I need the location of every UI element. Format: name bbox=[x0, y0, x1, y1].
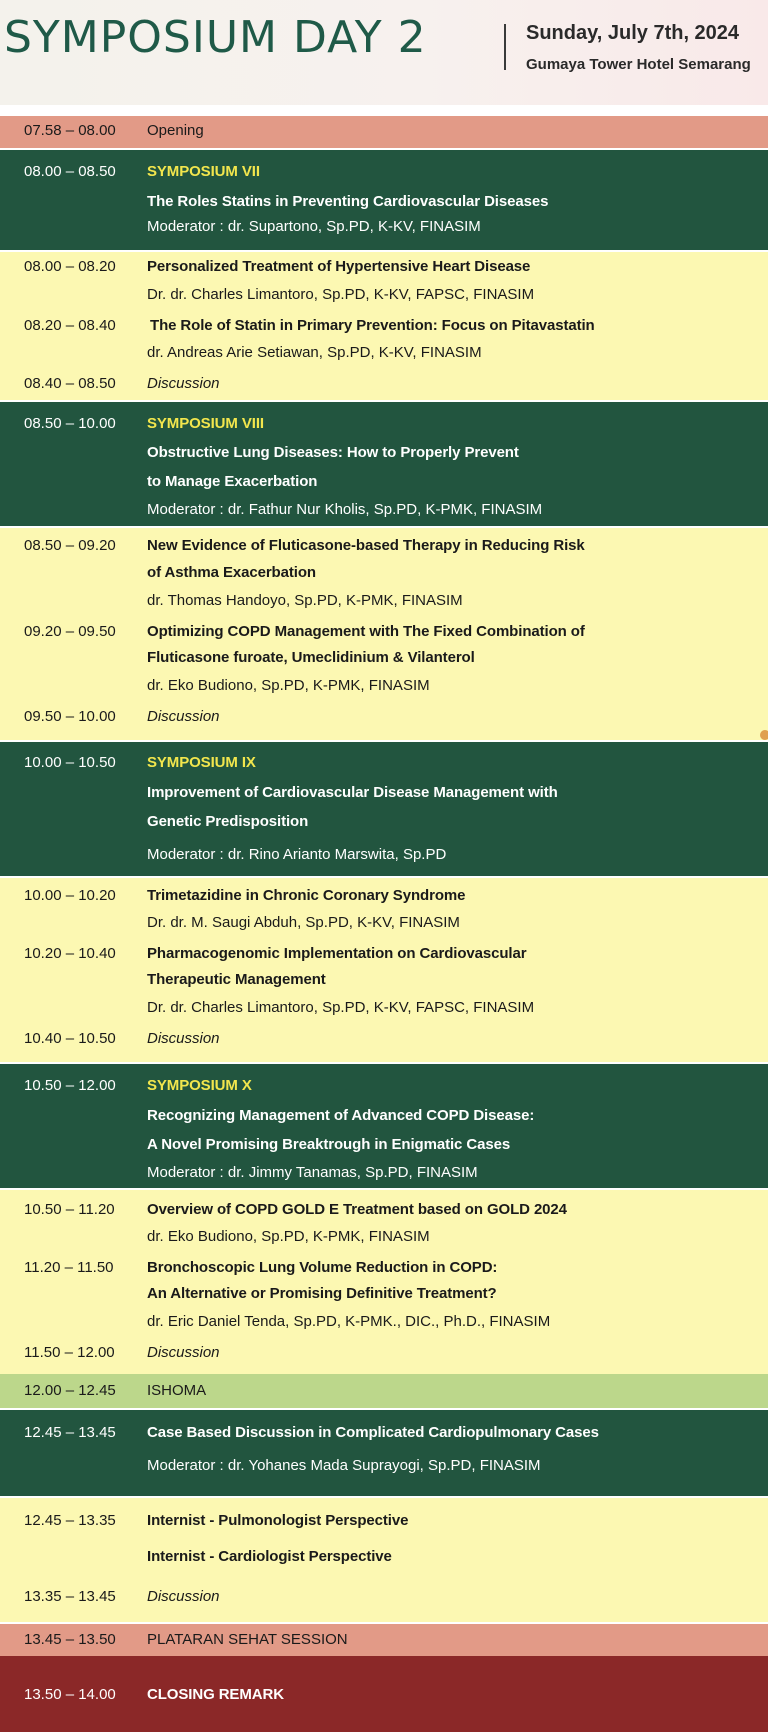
talk-row: 08.20 – 08.40 The Role of Statin in Primary Prevention: Focus on Pitavastatin bbox=[0, 314, 768, 338]
symposium-10-title-1: Recognizing Management of Advanced COPD Disease: bbox=[147, 1107, 535, 1124]
talk-speaker: Dr. dr. Charles Limantoro, Sp.PD, K-KV, FAPSC, FINASIM bbox=[147, 286, 535, 303]
header bbox=[0, 0, 768, 105]
talk-row: 09.20 – 09.50 Optimizing COPD Management with The Fixed Combination of bbox=[0, 620, 768, 644]
talk-title-cont: An Alternative or Promising Definitive Treatment? bbox=[147, 1285, 497, 1302]
case-discussion-moderator: Moderator : dr. Yohanes Mada Suprayogi, Sp.PD, FINASIM bbox=[147, 1457, 541, 1474]
symposium-name: SYMPOSIUM X bbox=[147, 1077, 252, 1094]
symposium-7-header bbox=[0, 160, 768, 184]
talk-title: Trimetazidine in Chronic Coronary Syndrome bbox=[147, 887, 466, 904]
talk-row bbox=[0, 1545, 768, 1569]
symposium-10-moderator: Moderator : dr. Jimmy Tanamas, Sp.PD, FINASIM bbox=[147, 1164, 478, 1181]
session-label: Opening bbox=[147, 122, 204, 139]
symposium-7-moderator: Moderator : dr. Supartono, Sp.PD, K-KV, FINASIM bbox=[147, 218, 481, 235]
talk-title-cont: Fluticasone furoate, Umeclidinium & Vilanterol bbox=[147, 649, 475, 666]
header-divider bbox=[504, 24, 506, 70]
decorative-dot bbox=[760, 730, 768, 740]
symposium-8-header: 08.50 – 10.00 SYMPOSIUM VIII bbox=[0, 412, 768, 436]
event-date: Sunday, July 7th, 2024 bbox=[526, 22, 740, 44]
talk-title: Optimizing COPD Management with The Fixed Combination of bbox=[147, 623, 585, 640]
symposium-8-title-1: Obstructive Lung Diseases: How to Properly Prevent bbox=[147, 444, 519, 461]
symposium-8-title-2: to Manage Exacerbation bbox=[147, 473, 318, 490]
session-time: 08.00 – 08.50 bbox=[24, 163, 116, 180]
talk-speaker: Dr. dr. Charles Limantoro, Sp.PD, K-KV, FAPSC, FINASIM bbox=[147, 999, 535, 1016]
talk-title-cont: Therapeutic Management bbox=[147, 971, 326, 988]
page-title: SYMPOSIUM DAY 2 bbox=[4, 12, 427, 63]
symposium-7-title: The Roles Statins in Preventing Cardiovascular Diseases bbox=[147, 193, 549, 210]
talk-title: Internist - Pulmonologist Perspective bbox=[147, 1512, 409, 1529]
talk-row: 08.00 – 08.20 Personalized Treatment of Hypertensive Heart Disease bbox=[0, 255, 768, 279]
talk-title: Overview of COPD GOLD E Treatment based on GOLD 2024 bbox=[147, 1201, 567, 1218]
symposium-8-moderator: Moderator : dr. Fathur Nur Kholis, Sp.PD, K-PMK, FINASIM bbox=[147, 501, 543, 518]
case-discussion-header: 12.45 – 13.45 Case Based Discussion in Complicated Cardiopulmonary Cases bbox=[0, 1421, 768, 1445]
talk-speaker: Dr. dr. M. Saugi Abduh, Sp.PD, K-KV, FINASIM bbox=[147, 914, 460, 931]
opening-row bbox=[0, 119, 768, 143]
symposium-9-header: 10.00 – 10.50 SYMPOSIUM IX bbox=[0, 751, 768, 775]
case-discussion-title: Case Based Discussion in Complicated Cardiopulmonary Cases bbox=[147, 1424, 599, 1441]
talk-row: 08.50 – 09.20 New Evidence of Fluticasone-based Therapy in Reducing Risk bbox=[0, 534, 768, 558]
symposium-name: SYMPOSIUM VII bbox=[147, 163, 260, 180]
discussion-row: 13.35 – 13.45 Discussion bbox=[24, 1588, 220, 1605]
symposium-9-moderator: Moderator : dr. Rino Arianto Marswita, Sp.PD bbox=[147, 846, 447, 863]
talk-title-cont: of Asthma Exacerbation bbox=[147, 564, 316, 581]
talk-title: Personalized Treatment of Hypertensive Heart Disease bbox=[147, 258, 531, 275]
symposium-9-title-1: Improvement of Cardiovascular Disease Management with bbox=[147, 784, 558, 801]
talk-speaker: dr. Andreas Arie Setiawan, Sp.PD, K-KV, FINASIM bbox=[147, 344, 482, 361]
symposium-9-title-2: Genetic Predisposition bbox=[147, 813, 309, 830]
talk-speaker: dr. Thomas Handoyo, Sp.PD, K-PMK, FINASIM bbox=[147, 592, 463, 609]
talk-title: Internist - Cardiologist Perspective bbox=[147, 1548, 392, 1565]
talk-speaker: dr. Eko Budiono, Sp.PD, K-PMK, FINASIM bbox=[147, 677, 430, 694]
talk-row: 10.20 – 10.40 Pharmacogenomic Implementation on Cardiovascular bbox=[0, 942, 768, 966]
symposium-10-header: 10.50 – 12.00 SYMPOSIUM X bbox=[0, 1074, 768, 1098]
symposium-name: SYMPOSIUM IX bbox=[147, 754, 256, 771]
talk-row: 12.45 – 13.35 Internist - Pulmonologist Perspective bbox=[0, 1509, 768, 1533]
talk-speaker: dr. Eric Daniel Tenda, Sp.PD, K-PMK., DIC., Ph.D., FINASIM bbox=[147, 1313, 551, 1330]
talk-row: 10.00 – 10.20 Trimetazidine in Chronic Coronary Syndrome bbox=[0, 884, 768, 908]
symposium-10-title-2: A Novel Promising Breaktrough in Enigmatic Cases bbox=[147, 1136, 511, 1153]
talk-speaker: dr. Eko Budiono, Sp.PD, K-PMK, FINASIM bbox=[147, 1228, 430, 1245]
talk-row: 11.20 – 11.50 Bronchoscopic Lung Volume Reduction in COPD: bbox=[0, 1256, 768, 1280]
talk-title: Bronchoscopic Lung Volume Reduction in COPD: bbox=[147, 1259, 498, 1276]
discussion-row: 09.50 – 10.00 Discussion bbox=[24, 708, 220, 725]
discussion-row: 08.40 – 08.50 Discussion bbox=[24, 375, 220, 392]
event-venue: Gumaya Tower Hotel Semarang bbox=[526, 56, 751, 73]
ishoma-row: 12.00 – 12.45 ISHOMA bbox=[24, 1382, 207, 1399]
talk-title: Pharmacogenomic Implementation on Cardiovascular bbox=[147, 945, 527, 962]
closing-row: 13.50 – 14.00 CLOSING REMARK bbox=[24, 1686, 284, 1703]
discussion-row: 10.40 – 10.50 Discussion bbox=[24, 1030, 220, 1047]
talk-title: The Role of Statin in Primary Prevention: Focus on Pitavastatin bbox=[150, 317, 595, 334]
talk-title: New Evidence of Fluticasone-based Therapy in Reducing Risk bbox=[147, 537, 585, 554]
talk-row: 10.50 – 11.20 Overview of COPD GOLD E Treatment based on GOLD 2024 bbox=[0, 1198, 768, 1222]
symposium-name: SYMPOSIUM VIII bbox=[147, 415, 264, 432]
discussion-row: 11.50 – 12.00 Discussion bbox=[24, 1344, 220, 1361]
plataran-row: 13.45 – 13.50 PLATARAN SEHAT SESSION bbox=[24, 1631, 348, 1648]
session-time: 07.58 – 08.00 bbox=[24, 122, 116, 139]
